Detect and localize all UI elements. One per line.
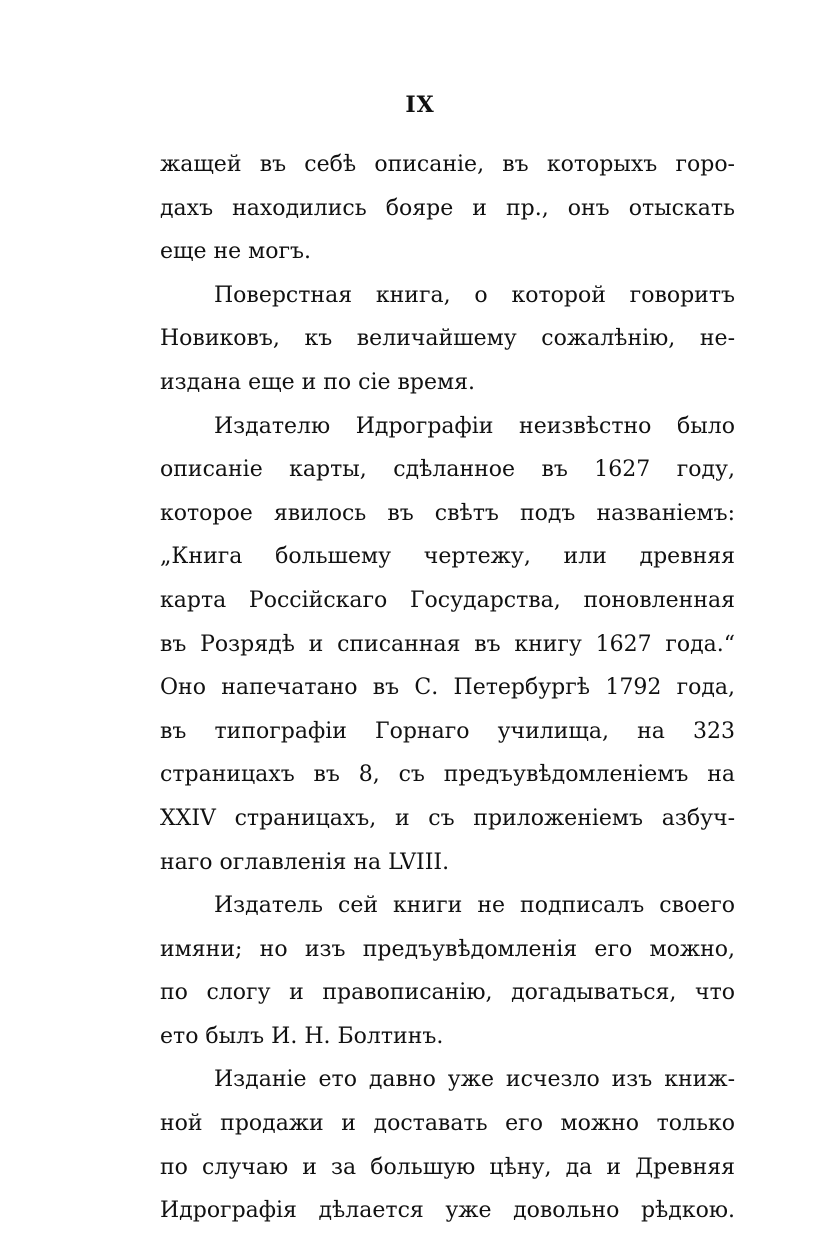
text-line: Оно напечатано въ С. Петербургѣ 1792 года, [160, 675, 735, 701]
text-line: Издателю Идрографіи неизвѣстно было [214, 413, 735, 439]
text-line: Идрографія дѣлается уже довольно рѣдкою. [160, 1198, 735, 1224]
text-line: описаніе карты, сдѣланное въ 1627 году, [160, 457, 735, 483]
text-line: Поверстная книга, о которой говоритъ [214, 282, 735, 308]
text-line: карта Россійскаго Государства, поновленная [160, 587, 735, 613]
text-line: въ типографіи Горнаго училища, на 323 [160, 718, 735, 744]
text-line: XXIV страницахъ, и съ приложеніемъ азбуч- [160, 805, 735, 831]
page-number: IX [405, 92, 435, 118]
text-line: жащей въ себѣ описаніе, въ которыхъ горо- [160, 152, 735, 177]
text-line: ной продажи и доставать его можно только [160, 1111, 735, 1137]
text-line: Издатель сей книги не подписалъ своего [214, 893, 735, 919]
text-line: еще не могъ. [160, 239, 312, 265]
text-line: ето былъ И. Н. Болтинъ. [160, 1023, 444, 1049]
text-line: наго оглавленія на LVIII. [160, 849, 450, 875]
text-line: въ Розрядѣ и списанная въ книгу 1627 года.“ [160, 631, 735, 657]
text-line: имяни; но изъ предъувѣдомленія его можно, [160, 936, 735, 962]
text-line: страницахъ въ 8, съ предъувѣдомленіемъ на [160, 762, 735, 788]
text-line: по слогу и правописанію, догадываться, что [160, 980, 735, 1006]
text-line: Новиковъ, къ величайшему сожалѣнію, не- [160, 326, 735, 352]
text-line: по случаю и за большую цѣну, да и Древняя [160, 1154, 735, 1180]
text-line: которое явилось въ свѣтъ подъ названіемъ: [160, 500, 735, 526]
text-line: Изданіе ето давно уже исчезло изъ книж- [214, 1067, 735, 1093]
text-line: дахъ находились бояре и пр., онъ отыскать [160, 195, 735, 221]
body-text [160, 143, 735, 1233]
text-line: „Книга большему чертежу, или древняя [160, 544, 735, 570]
text-line: издана еще и по сіе время. [160, 369, 475, 395]
